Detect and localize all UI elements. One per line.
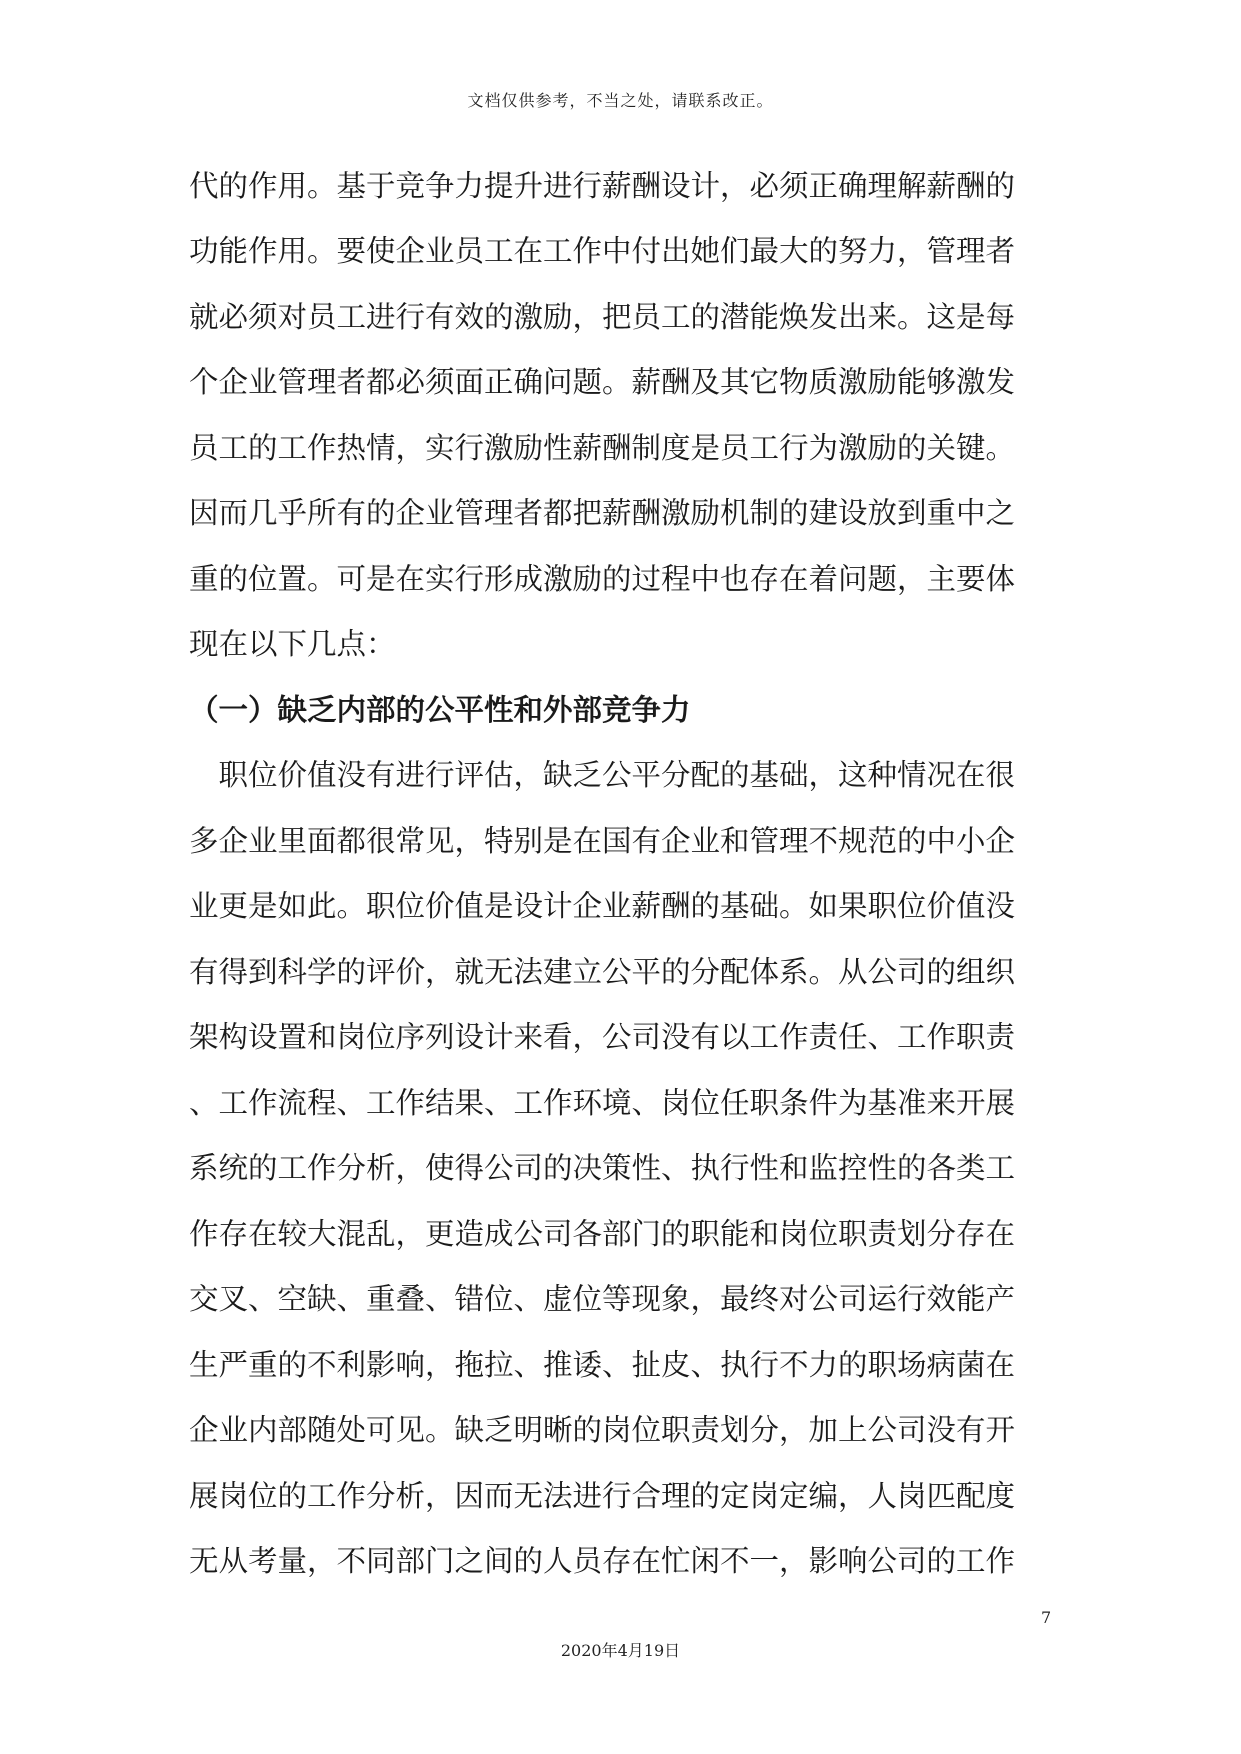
body-line: 现在以下几点： (189, 627, 396, 661)
body-line: 职位价值没有进行评估，缺乏公平分配的基础，这种情况在很 (189, 758, 1016, 792)
body-line: 功能作用。要使企业员工在工作中付出她们最大的努力，管理者 (189, 234, 1016, 268)
body-line: 作存在较大混乱，更造成公司各部门的职能和岗位职责划分存在 (189, 1217, 1016, 1251)
body-line: 、工作流程、工作结果、工作环境、岗位任职条件为基准来开展 (189, 1086, 1016, 1120)
body-line: 企业内部随处可见。缺乏明晰的岗位职责划分，加上公司没有开 (189, 1413, 1016, 1447)
body-line: 生严重的不利影响，拖拉、推诿、扯皮、执行不力的职场病菌在 (189, 1348, 1016, 1382)
body-line: 多企业里面都很常见，特别是在国有企业和管理不规范的中小企 (189, 824, 1016, 858)
body-line: 有得到科学的评价，就无法建立公平的分配体系。从公司的组织 (189, 955, 1016, 989)
body-line: 无从考量，不同部门之间的人员存在忙闲不一，影响公司的工作 (189, 1544, 1016, 1578)
section-heading: （一）缺乏内部的公平性和外部竞争力 (189, 693, 691, 727)
footer-date: 2020年4月19日 (560, 1641, 681, 1660)
body-line: 员工的工作热情，实行激励性薪酬制度是员工行为激励的关键。 (189, 431, 1016, 465)
body-line: 因而几乎所有的企业管理者都把薪酬激励机制的建设放到重中之 (189, 496, 1016, 530)
body-line: 展岗位的工作分析，因而无法进行合理的定岗定编，人岗匹配度 (189, 1479, 1016, 1513)
body-line: 就必须对员工进行有效的激励，把员工的潜能焕发出来。这是每 (189, 300, 1016, 334)
body-line: 个企业管理者都必须面正确问题。薪酬及其它物质激励能够激发 (189, 365, 1016, 399)
body-line: 系统的工作分析，使得公司的决策性、执行性和监控性的各类工 (189, 1151, 1016, 1185)
body-line: 代的作用。基于竞争力提升进行薪酬设计，必须正确理解薪酬的 (189, 169, 1016, 203)
page-number: 7 (1041, 1608, 1052, 1627)
body-line: 交叉、空缺、重叠、错位、虚位等现象，最终对公司运行效能产 (189, 1282, 1016, 1316)
body-line: 业更是如此。职位价值是设计企业薪酬的基础。如果职位价值没 (189, 889, 1016, 923)
body-line: 重的位置。可是在实行形成激励的过程中也存在着问题，主要体 (189, 562, 1016, 596)
page-header: 文档仅供参考，不当之处，请联系改正。 (467, 91, 774, 110)
body-line: 架构设置和岗位序列设计来看，公司没有以工作责任、工作职责 (189, 1020, 1016, 1054)
